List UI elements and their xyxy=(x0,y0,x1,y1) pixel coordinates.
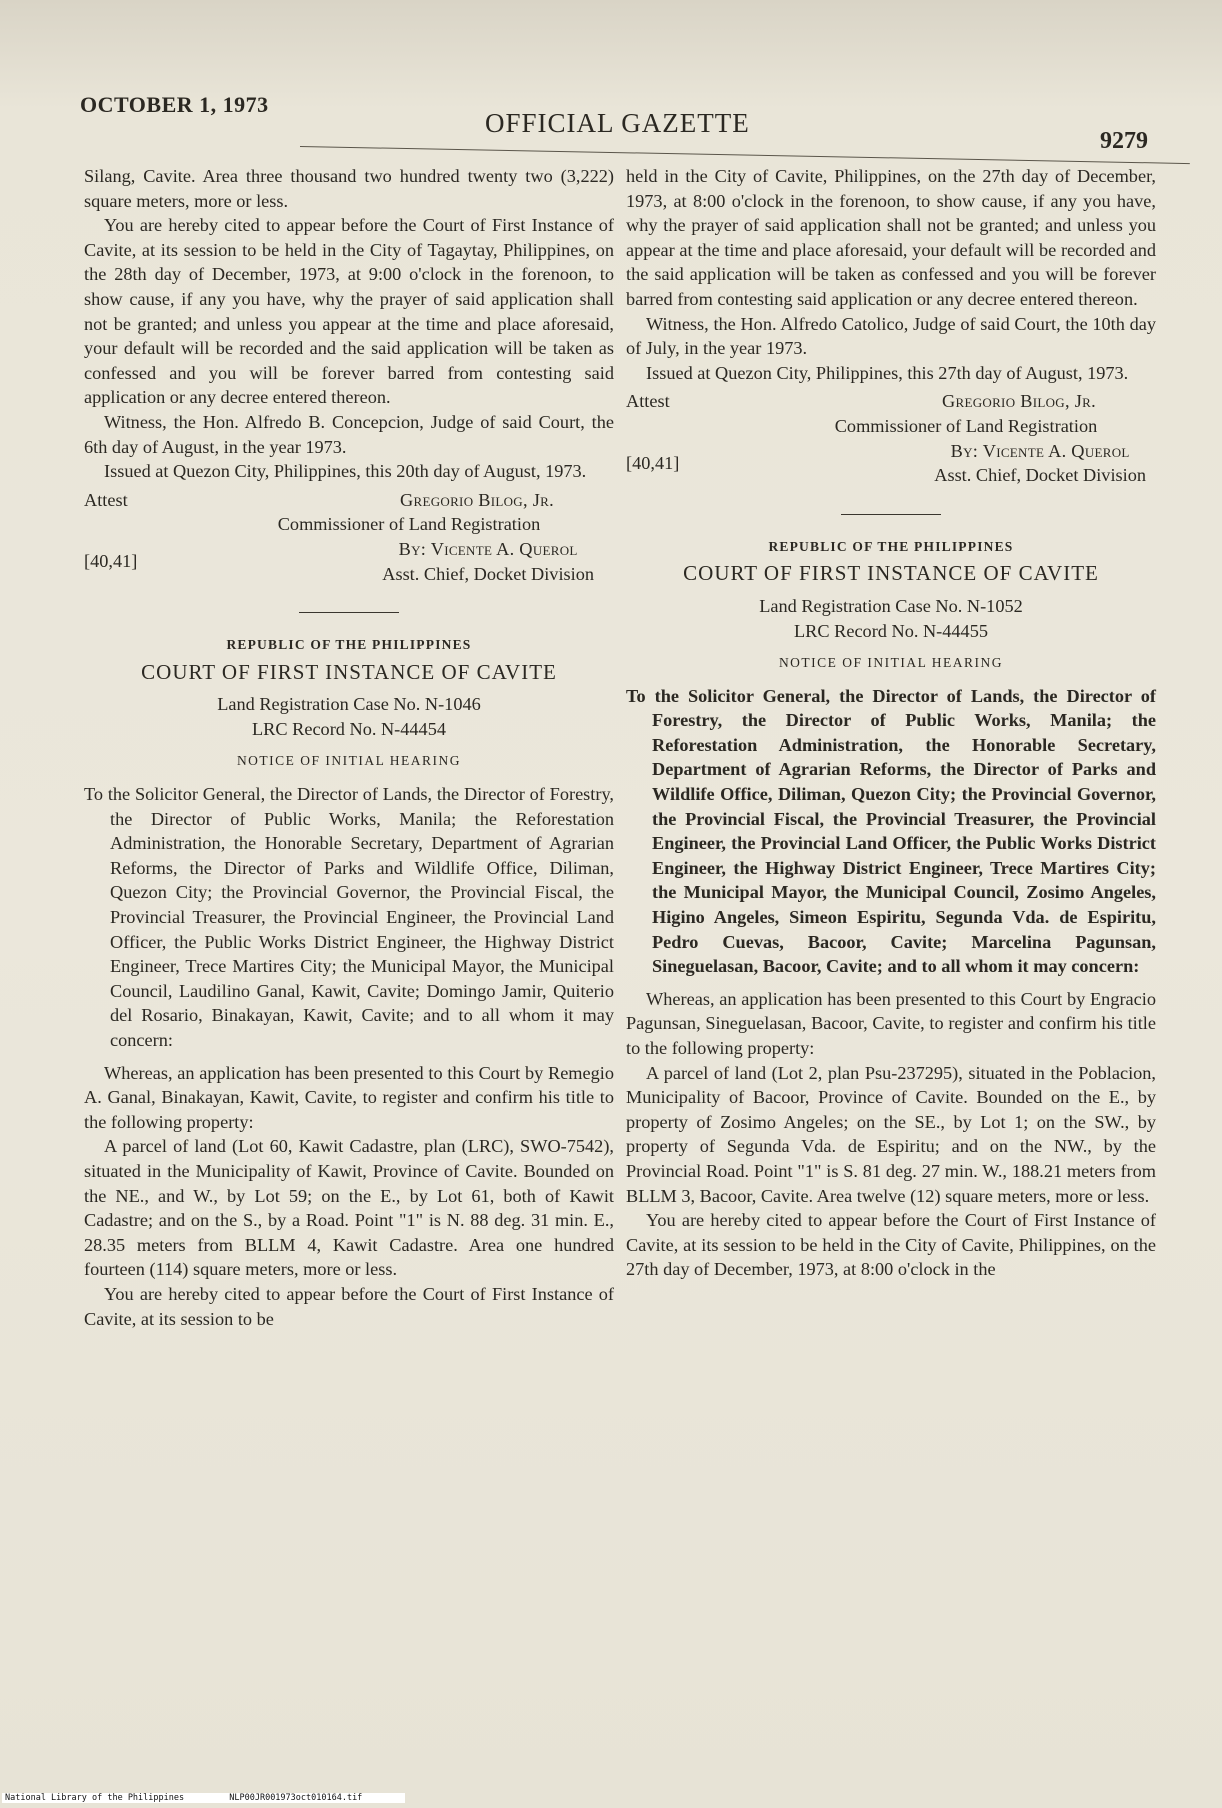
attest-block xyxy=(84,488,614,586)
whereas-paragraph: Whereas, an application has been presented to this Court by Engracio Pagunsan, Sineguelasan, Bacoor, Cavite, to register and confirm his title to the following property: xyxy=(626,988,1156,1058)
continued-paragraph: Silang, Cavite. Area three thousand two hundred twenty two (3,222) square meters, more or less. xyxy=(84,166,614,211)
republic-heading: REPUBLIC OF THE PHILIPPINES xyxy=(226,637,472,653)
witness-paragraph: Witness, the Hon. Alfredo Catolico, Judge of said Court, the 10th day of July, in the year 1973. xyxy=(626,313,1156,359)
case-number: Land Registration Case No. N-1052 xyxy=(759,595,1023,616)
issued-paragraph: Issued at Quezon City, Philippines, this 20th day of August, 1973. xyxy=(104,461,587,482)
attest-block xyxy=(626,389,1156,487)
cited-paragraph: You are hereby cited to appear before the Court of First Instance of Cavite, at its session to be held in the City of Tagaytay, Philippines, on the 28th day of December, 1973, at 9:00 o'clock in the forenoon, to show cause, if any you have, why the prayer of said application shall not be granted; and unless you appear at the time and place aforesaid, your default will be recorded and the said application will be taken as confessed and you will be forever barred from contesting said application or any decree entered thereon. xyxy=(84,215,614,408)
issued-paragraph: Issued at Quezon City, Philippines, this 27th day of August, 1973. xyxy=(646,362,1129,383)
attest-label: Attest xyxy=(626,391,670,412)
header-rule xyxy=(300,146,1190,164)
reference-number: [40,41] xyxy=(626,452,680,473)
reference-number: [40,41] xyxy=(84,550,138,571)
court-heading: COURT OF FIRST INSTANCE OF CAVITE xyxy=(141,659,557,684)
attest-label: Attest xyxy=(84,489,128,510)
notice-title: NOTICE OF INITIAL HEARING xyxy=(778,655,1004,671)
case-number: Land Registration Case No. N-1046 xyxy=(217,694,481,715)
commissioner-title: Commissioner of Land Registration xyxy=(277,514,541,535)
witness-paragraph: Witness, the Hon. Alfredo B. Concepcion, Judge of said Court, the 6th day of August, in the year 1973. xyxy=(84,411,614,457)
lrc-record: LRC Record No. N-44454 xyxy=(252,718,446,739)
separator-rule xyxy=(299,612,399,613)
lrc-record: LRC Record No. N-44455 xyxy=(794,620,988,641)
court-heading: COURT OF FIRST INSTANCE OF CAVITE xyxy=(683,561,1099,586)
republic-heading: REPUBLIC OF THE PHILIPPINES xyxy=(768,538,1014,554)
commissioner-title: Commissioner of Land Registration xyxy=(834,415,1098,436)
parcel-paragraph: A parcel of land (Lot 2, plan Psu-237295), situated in the Poblacion, Municipality of Bacoor, Province of Cavite. Bounded on the E., by property of Zosimo Angeles; on the SE., by Lot 1; on the SW., by property of Segunda Vda. de Espiritu; and on the NW., by the Provincial Road. Point "1" is S. 81 deg. 27 min. W., 188.21 meters from BLLM 3, Bacoor, Cavite. Area twelve (12) square meters, more or less. xyxy=(626,1062,1156,1206)
commissioner-name: Gregorio Bilog, Jr. xyxy=(400,489,554,510)
cited-paragraph-start: You are hereby cited to appear before the Court of First Instance of Cavite, at its session to be held in the City of Cavite, Philippines, on the 27th day of December, 1973, at 8:00 o'clock in the xyxy=(626,1210,1156,1280)
library-label: National Library of the Philippines xyxy=(5,1793,185,1803)
whereas-paragraph: Whereas, an application has been presented to this Court by Remegio A. Ganal, Binakayan, Kawit, Cavite, to register and confirm his title to the following property: xyxy=(84,1062,614,1132)
continued-paragraph: held in the City of Cavite, Philippines, on the 27th day of December, 1973, at 8:00 o'clock in the forenoon, to show cause, if any you have, why the prayer of said application shall not be granted; and unless you appear at the time and place aforesaid, your default will be recorded and the said application will be taken as confessed and you will be forever barred from contesting said application or any decree entered thereon. xyxy=(626,166,1156,309)
left-column xyxy=(84,164,614,1331)
by-title: Asst. Chief, Docket Division xyxy=(382,563,594,584)
cited-paragraph-start: You are hereby cited to appear before the Court of First Instance of Cavite, at its session to be xyxy=(84,1283,614,1329)
parcel-paragraph: A parcel of land (Lot 60, Kawit Cadastre, plan (LRC), SWO-7542), situated in the Municipality of Kawit, Province of Cavite. Bounded on the NE., and W., by Lot 59; on the E., by Lot 61, both of Kawit Cadastre; and on the S., by a Road. Point "1" is N. 88 deg. 31 min. E., 28.35 meters from BLLM 4, Kawit Cadastre. Area one hundred fourteen (114) square meters, more or less. xyxy=(84,1136,614,1280)
right-column xyxy=(626,164,1156,1282)
notice-title: NOTICE OF INITIAL HEARING xyxy=(236,753,462,769)
commissioner-name: Gregorio Bilog, Jr. xyxy=(942,391,1096,412)
page-number: 9279 xyxy=(1100,128,1148,154)
by-name: By: Vicente A. Querol xyxy=(950,440,1130,461)
header-date: OCTOBER 1, 1973 xyxy=(80,92,269,117)
header-title: OFFICIAL GAZETTE xyxy=(485,108,750,138)
separator-rule xyxy=(841,514,941,515)
addressee-paragraph: To the Solicitor General, the Director of Lands, the Director of Forestry, the Director of Public Works, Manila; the Reforestation Administration, the Honorable Secretary, Department of Agrarian Reforms, the Director of Parks and Wildlife Office, Diliman, Quezon City; the Provincial Governor, the Provincial Fiscal, the Provincial Treasurer, the Provincial Engineer, the Provincial Land Officer, the Public Works District Engineer, the Highway District Engineer, Trece Martires City; the Municipal Mayor, the Municipal Council, Zosimo Angeles, Higino Angeles, Simeon Espiritu, Segunda Vda. de Espiritu, Pedro Cuevas, Bacoor, Cavite; Marcelina Pagunsan, Sineguelasan, Bacoor, Cavite; and to all whom it may concern: xyxy=(626,685,1156,977)
scan-footer xyxy=(2,1793,405,1803)
addressee-paragraph: To the Solicitor General, the Director of Lands, the Director of Forestry, the Director of Public Works, Manila; the Reforestation Administration, the Honorable Secretary, Department of Agrarian Reforms, the Director of Parks and Wildlife Office, Diliman, Quezon City; the Provincial Governor, the Provincial Fiscal, the Provincial Treasurer, the Provincial Engineer, the Provincial Land Officer, the Public Works District Engineer, the Highway District Engineer, Trece Martires City; the Municipal Mayor, the Municipal Council, Laudilino Ganal, Kawit, Cavite; Domingo Jamir, Quiterio del Rosario, Binakayan, Kawit, Cavite; and to all whom it may concern: xyxy=(84,784,614,1050)
file-label: NLP00JR001973oct010164.tif xyxy=(229,1793,363,1803)
by-name: By: Vicente A. Querol xyxy=(398,538,578,559)
by-title: Asst. Chief, Docket Division xyxy=(934,465,1146,486)
